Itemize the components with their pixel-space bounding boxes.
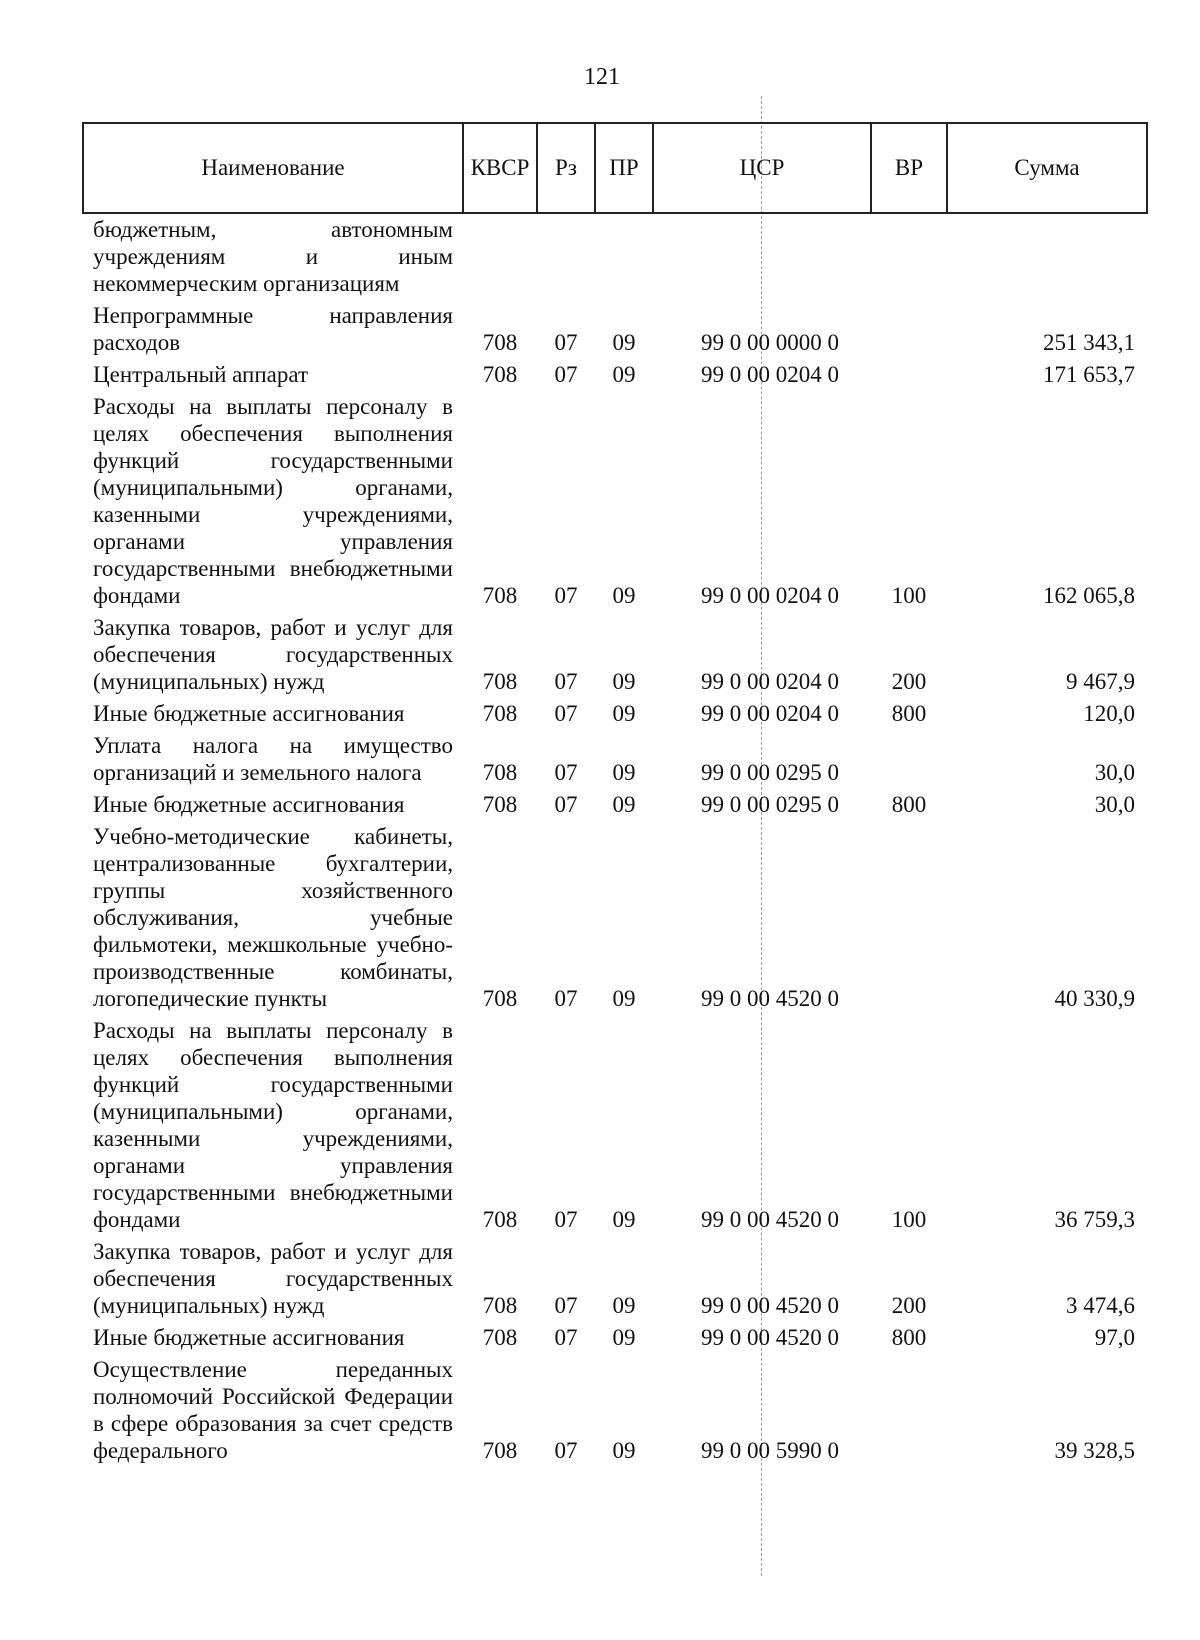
cell-sum: 36 759,3: [1054, 1207, 1135, 1232]
cell-pr: 09: [612, 1207, 636, 1232]
cell-kvsr: 708: [482, 1325, 518, 1350]
cell-kvsr: 708: [482, 1293, 518, 1318]
table-row: [83, 821, 1147, 1015]
table-row: [83, 1236, 1147, 1322]
cell-vr: [871, 359, 947, 391]
cell-name: Осуществление переданных полномочий Российской Федерации в сфере образования за счет средств федерального: [93, 1357, 453, 1463]
cell-sum: 171 653,7: [1043, 362, 1135, 387]
table-row: [83, 730, 1147, 789]
header-vr: ВР: [871, 123, 947, 213]
cell-vr: 100: [891, 1207, 927, 1232]
cell-csr: 99 0 00 4520 0: [701, 986, 839, 1011]
cell-kvsr: 708: [482, 760, 518, 785]
cell-vr: [871, 730, 947, 789]
cell-kvsr: 708: [482, 362, 518, 387]
cell-vr: [871, 213, 947, 300]
cell-pr: 09: [612, 760, 636, 785]
cell-kvsr: 708: [482, 1207, 518, 1232]
cell-csr: 99 0 00 0204 0: [701, 362, 839, 387]
cell-rz: 07: [554, 330, 578, 355]
table-row: [83, 1015, 1147, 1236]
cell-pr: 09: [612, 669, 636, 694]
cell-kvsr: 708: [482, 583, 518, 608]
cell-sum: 30,0: [1094, 760, 1135, 785]
cell-csr: 99 0 00 0204 0: [701, 583, 839, 608]
cell-vr: 200: [891, 1293, 927, 1318]
header-name: Наименование: [83, 123, 463, 213]
cell-kvsr: 708: [482, 701, 518, 726]
page-number: 121: [584, 64, 620, 90]
cell-csr: 99 0 00 4520 0: [701, 1207, 839, 1232]
cell-kvsr: 708: [482, 1438, 518, 1463]
cell-pr: 09: [612, 330, 636, 355]
cell-name: Иные бюджетные ассигнования: [93, 701, 405, 726]
cell-sum: 30,0: [1094, 792, 1135, 817]
cell-csr: 99 0 00 4520 0: [701, 1293, 839, 1318]
cell-kvsr: 708: [482, 669, 518, 694]
table-row: [83, 789, 1147, 821]
cell-rz: 07: [554, 986, 578, 1011]
cell-vr: [871, 1354, 947, 1467]
cell-vr: 200: [891, 669, 927, 694]
cell-name: Непрограммные направления расходов: [93, 303, 453, 355]
header-kvsr: КВСР: [463, 123, 537, 213]
cell-name: Закупка товаров, работ и услуг для обеспечения государственных (муниципальных) нужд: [93, 1239, 453, 1318]
cell-sum: 120,0: [1083, 701, 1135, 726]
cell-rz: 07: [554, 760, 578, 785]
table-row: [83, 698, 1147, 730]
cell-rz: 07: [554, 792, 578, 817]
cell-kvsr: 708: [482, 330, 518, 355]
cell-sum: 162 065,8: [1043, 583, 1135, 608]
cell-vr: 800: [891, 701, 927, 726]
cell-pr: [595, 213, 653, 300]
cell-kvsr: 708: [482, 986, 518, 1011]
table-row: [83, 391, 1147, 612]
cell-csr: 99 0 00 0204 0: [701, 701, 839, 726]
cell-vr: 100: [891, 583, 927, 608]
cell-rz: 07: [554, 362, 578, 387]
cell-name: Иные бюджетные ассигнования: [93, 1325, 405, 1350]
cell-sum: [947, 213, 1147, 300]
cell-csr: 99 0 00 5990 0: [701, 1438, 839, 1463]
table-body: [83, 213, 1147, 1467]
header-rz: Рз: [537, 123, 595, 213]
cell-csr: 99 0 00 0204 0: [701, 669, 839, 694]
cell-vr: [871, 821, 947, 1015]
cell-rz: [537, 213, 595, 300]
cell-sum: 40 330,9: [1054, 986, 1135, 1011]
table-row: [83, 612, 1147, 698]
cell-vr: 800: [891, 792, 927, 817]
cell-sum: 97,0: [1094, 1325, 1135, 1350]
table-row: [83, 213, 1147, 300]
cell-name: Закупка товаров, работ и услуг для обеспечения государственных (муниципальных) нужд: [93, 615, 453, 694]
cell-name: Иные бюджетные ассигнования: [93, 792, 405, 817]
table-row: [83, 300, 1147, 359]
cell-kvsr: 708: [482, 792, 518, 817]
budget-table: [82, 122, 1148, 1467]
cell-pr: 09: [612, 362, 636, 387]
cell-name: Центральный аппарат: [93, 362, 309, 387]
table-row: [83, 1322, 1147, 1354]
cell-rz: 07: [554, 1325, 578, 1350]
cell-sum: 251 343,1: [1043, 330, 1135, 355]
header-pr: ПР: [595, 123, 653, 213]
header-csr: ЦСР: [653, 123, 871, 213]
table-header: [83, 123, 1147, 213]
cell-name: Расходы на выплаты персоналу в целях обеспечения выполнения функций государственными (муниципальными) органами, казенными учреждениями, органами управления государственными внебюджетными фондами: [93, 1018, 453, 1232]
table-row: [83, 1354, 1147, 1467]
cell-rz: 07: [554, 1438, 578, 1463]
cell-pr: 09: [612, 583, 636, 608]
cell-rz: 07: [554, 701, 578, 726]
cell-pr: 09: [612, 1293, 636, 1318]
cell-pr: 09: [612, 1325, 636, 1350]
cell-name: Расходы на выплаты персоналу в целях обеспечения выполнения функций государственными (муниципальными) органами, казенными учреждениями, органами управления государственными внебюджетными фондами: [93, 394, 453, 608]
cell-csr: 99 0 00 0295 0: [701, 792, 839, 817]
cell-pr: 09: [612, 701, 636, 726]
cell-csr: 99 0 00 4520 0: [701, 1325, 839, 1350]
cell-csr: 99 0 00 0295 0: [701, 760, 839, 785]
cell-pr: 09: [612, 1438, 636, 1463]
cell-rz: 07: [554, 1293, 578, 1318]
cell-rz: 07: [554, 583, 578, 608]
cell-vr: [871, 300, 947, 359]
table-row: [83, 359, 1147, 391]
cell-name: Учебно-методические кабинеты, централизованные бухгалтерии, группы хозяйственного обслуживания, учебные фильмотеки, межшкольные учебно-производственные комбинаты, логопедические пункты: [93, 824, 453, 1011]
cell-vr: 800: [891, 1325, 927, 1350]
cell-csr: 99 0 00 0000 0: [701, 330, 839, 355]
cell-rz: 07: [554, 669, 578, 694]
cell-pr: 09: [612, 792, 636, 817]
cell-kvsr: [463, 213, 537, 300]
cell-pr: 09: [612, 986, 636, 1011]
cell-sum: 39 328,5: [1054, 1438, 1135, 1463]
cell-sum: 9 467,9: [1066, 669, 1135, 694]
cell-csr: [653, 213, 871, 300]
cell-sum: 3 474,6: [1066, 1293, 1135, 1318]
cell-name: Уплата налога на имущество организаций и земельного налога: [93, 733, 453, 785]
cell-name: бюджетным, автономным учреждениям и иным некоммерческим организациям: [93, 217, 453, 296]
cell-rz: 07: [554, 1207, 578, 1232]
header-sum: Сумма: [947, 123, 1147, 213]
